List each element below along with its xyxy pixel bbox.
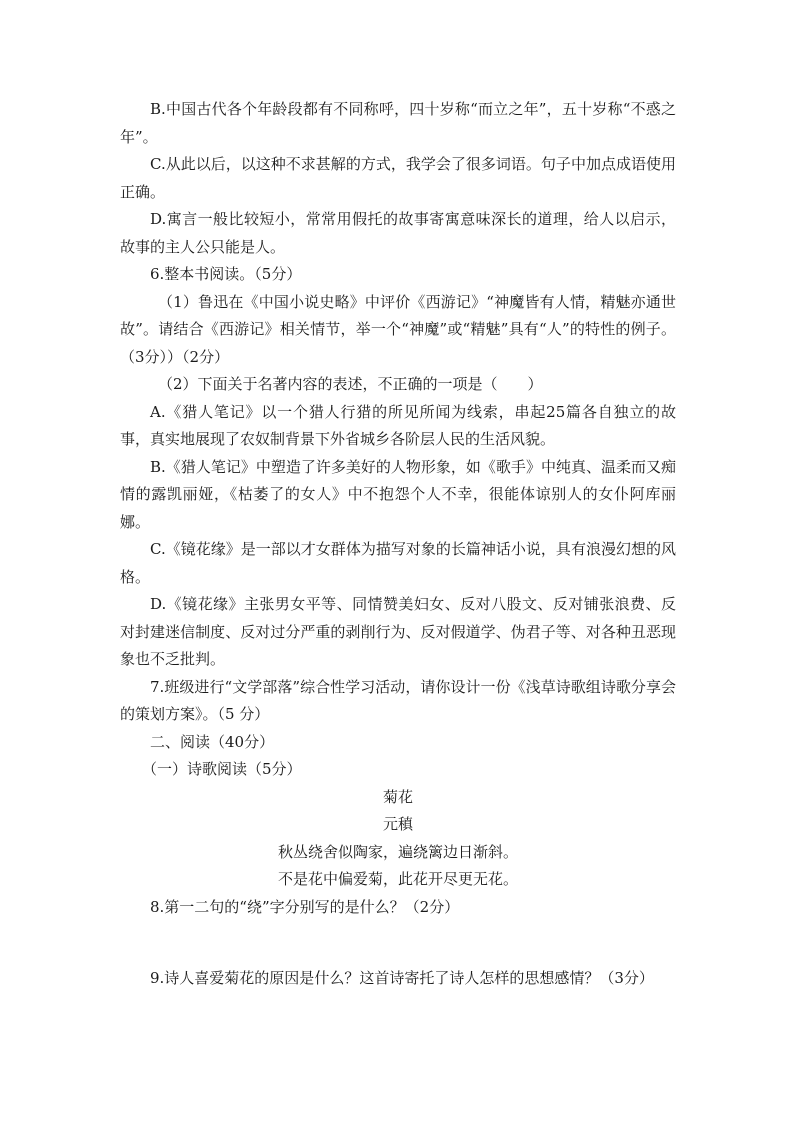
question-6-part-1: （1）鲁迅在《中国小说史略》中评价《西游记》“神魔皆有人情，精魅亦通世故”。请结合《西游记》相关情节，举一个“神魔”或“精魅”具有“人”的特性的例子。（3分））（2分）: [120, 292, 676, 366]
question-6-option-c: C.《镜花缘》是一部以才女群体为描写对象的长篇神话小说，具有浪漫幻想的风格。: [120, 540, 676, 586]
question-6-part-2: （2）下面关于名著内容的表述，不正确的一项是（ ）: [158, 375, 543, 393]
question-6-option-a: A.《猎人笔记》以一个猎人行猎的所见所闻为线索，串起25篇各自独立的故事，真实地展现了农奴制背景下外省城乡各阶层人民的生活风貌。: [120, 402, 676, 448]
document-content: [120, 96, 676, 993]
option-d-text: D.寓言一般比较短小，常常用假托的故事寄寓意味深长的道理，给人以启示，故事的主人公只能是人。: [120, 210, 676, 256]
question-6-option-d: D.《镜花缘》主张男女平等、同情赞美妇女、反对八股文、反对铺张浪费、反对封建迷信制度、反对过分严重的剥削行为、反对假道学、伪君子等、对各种丑恶现象也不乏批判。: [120, 595, 676, 668]
poem-line-2: 不是花中偏爱菊，此花开尽更无花。: [277, 870, 518, 888]
question-7: 7.班级进行“文学部落”综合性学习活动，请你设计一份《浅草诗歌组诗歌分享会的策划方案》。（5 分）: [120, 677, 676, 723]
poem-author: 元稹: [382, 815, 413, 833]
question-6-option-b: B.《猎人笔记》中塑造了许多美好的人物形象，如《歌手》中纯真、温柔而又痴情的露凯丽娅，《枯萎了的女人》中不抱怨个人不幸，很能体谅别人的女仆阿库丽娜。: [120, 457, 676, 531]
section-2-part-1-heading: （一）诗歌阅读（5分）: [142, 760, 302, 778]
option-c-text: C.从此以后，以这种不求甚解的方式，我学会了很多词语。句子中加点成语使用正确。: [120, 155, 676, 201]
question-9: 9.诗人喜爱菊花的原因是什么？这首诗寄托了诗人怎样的思想感情？（3分）: [150, 969, 654, 987]
question-6-heading: 6.整本书阅读。（5分）: [150, 265, 302, 283]
section-2-heading: 二、阅读（40分）: [150, 732, 275, 751]
option-b-text: B.中国古代各个年龄段都有不同称呼，四十岁称“而立之年”，五十岁称“不惑之年”。: [120, 100, 676, 146]
poem-title: 菊花: [382, 787, 413, 806]
poem-line-1: 秋丛绕舍似陶家，遍绕篱边日渐斜。: [277, 842, 518, 861]
question-8: 8.第一二句的“绕”字分别写的是什么？（2分）: [150, 897, 460, 916]
answer-space: [120, 921, 676, 965]
